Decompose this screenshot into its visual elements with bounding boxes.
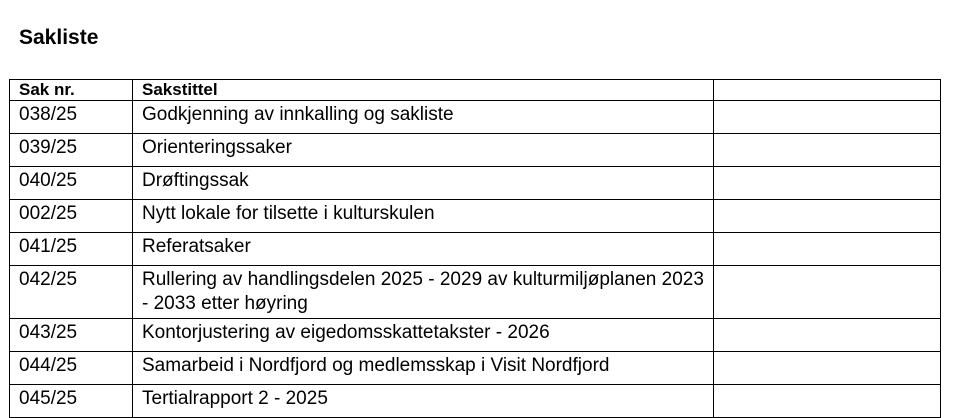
case-title: Drøftingssak xyxy=(133,167,714,200)
table-row xyxy=(10,134,941,167)
case-number: 039/25 xyxy=(10,134,133,167)
case-title: Godkjenning av innkalling og sakliste xyxy=(133,101,714,134)
case-title: Orienteringssaker xyxy=(133,134,714,167)
page-title: Sakliste xyxy=(19,26,99,49)
case-title: Nytt lokale for tilsette i kulturskulen xyxy=(133,200,714,233)
table-row xyxy=(10,385,941,418)
table-row xyxy=(10,352,941,385)
empty-cell xyxy=(714,134,941,167)
case-number: 045/25 xyxy=(10,385,133,418)
empty-cell xyxy=(714,233,941,266)
case-title: Samarbeid i Nordfjord og medlemsskap i Visit Nordfjord xyxy=(133,352,714,385)
case-title: Tertialrapport 2 - 2025 xyxy=(133,385,714,418)
table-row xyxy=(10,233,941,266)
case-number: 041/25 xyxy=(10,233,133,266)
empty-cell xyxy=(714,101,941,134)
case-number: 038/25 xyxy=(10,101,133,134)
table-header-row xyxy=(10,80,941,101)
case-title: Kontorjustering av eigedomsskattetakster - 2026 xyxy=(133,319,714,352)
column-header-sakstittel: Sakstittel xyxy=(133,80,714,101)
agenda-table xyxy=(9,79,941,418)
case-number: 042/25 xyxy=(10,266,133,319)
empty-cell xyxy=(714,319,941,352)
case-number: 044/25 xyxy=(10,352,133,385)
column-header-empty xyxy=(714,80,941,101)
empty-cell xyxy=(714,200,941,233)
case-number: 040/25 xyxy=(10,167,133,200)
empty-cell xyxy=(714,266,941,319)
table-row xyxy=(10,101,941,134)
table-row xyxy=(10,167,941,200)
empty-cell xyxy=(714,167,941,200)
table-row xyxy=(10,200,941,233)
case-title: Rullering av handlingsdelen 2025 - 2029 av kulturmiljøplanen 2023 - 2033 etter høyring xyxy=(133,266,714,319)
table-row xyxy=(10,266,941,319)
column-header-sak-nr: Sak nr. xyxy=(10,80,133,101)
empty-cell xyxy=(714,385,941,418)
table-row xyxy=(10,319,941,352)
case-number: 002/25 xyxy=(10,200,133,233)
empty-cell xyxy=(714,352,941,385)
case-title: Referatsaker xyxy=(133,233,714,266)
case-number: 043/25 xyxy=(10,319,133,352)
